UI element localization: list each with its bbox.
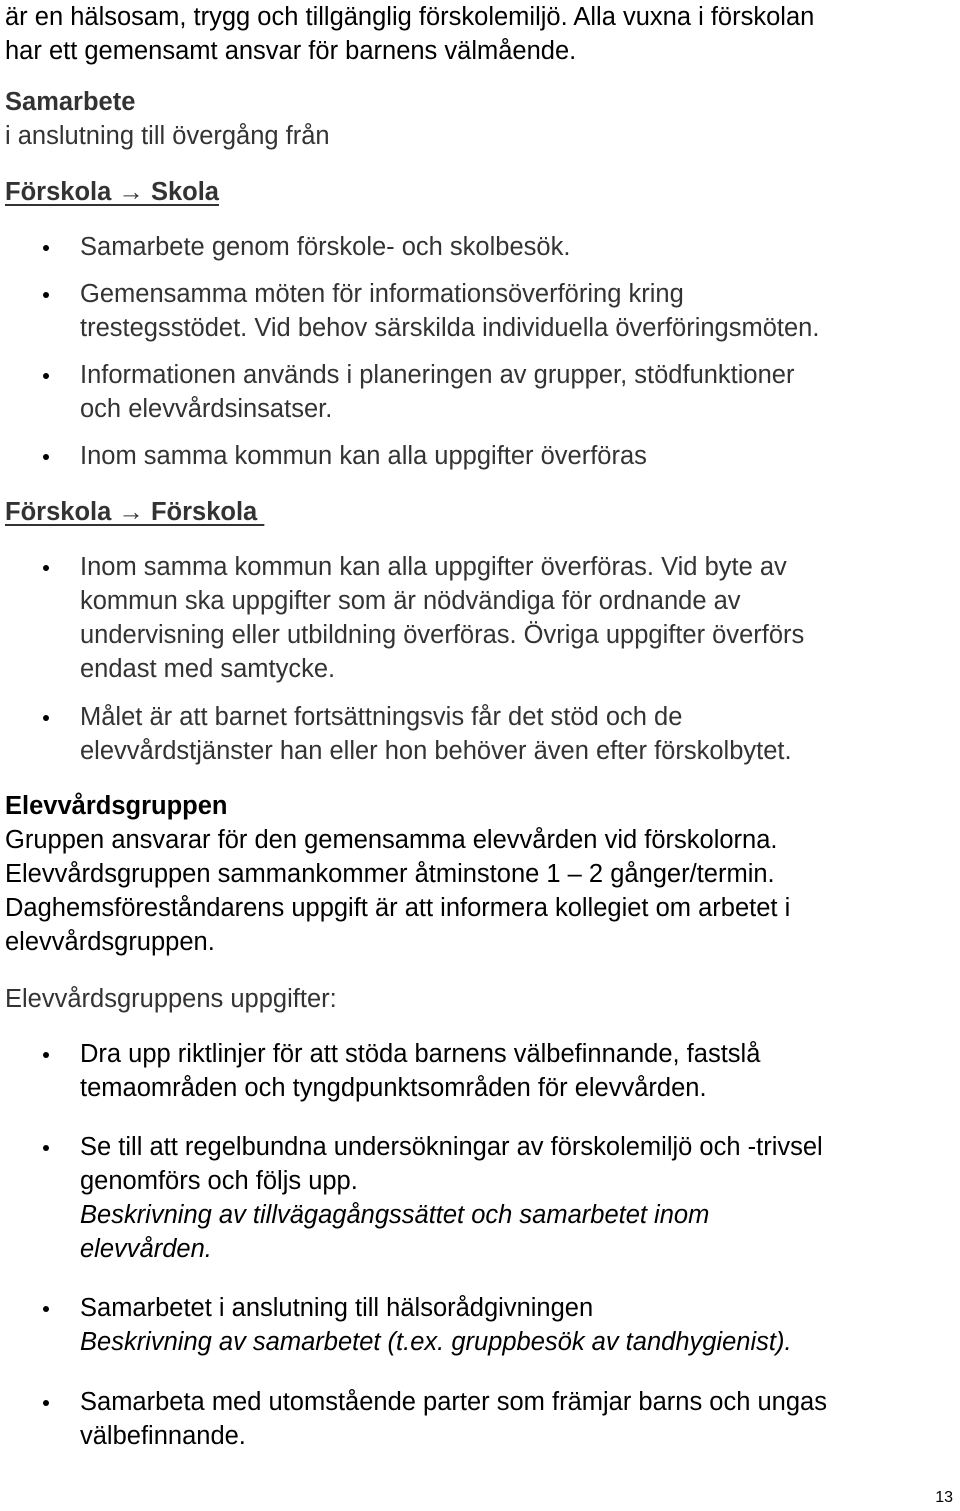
tasks-heading-block <box>5 982 952 1016</box>
bullet-icon <box>43 715 49 721</box>
list-item-text: Samarbetet i anslutning till hälsorådgivningen <box>80 1294 594 1322</box>
list-item-description: elevvården. <box>80 1235 212 1263</box>
intro-paragraph <box>5 0 952 68</box>
list-item-text: Inom samma kommun kan alla uppgifter överföras <box>80 442 647 470</box>
list-item-text: trestegsstödet. Vid behov särskilda individuella överföringsmöten. <box>80 314 820 342</box>
list-item-text: Målet är att barnet fortsättningsvis får det stöd och de <box>80 703 683 731</box>
page-number: 13 <box>935 1489 953 1506</box>
list-item-text: temaområden och tyngdpunktsområden för elevvården. <box>80 1074 707 1102</box>
bullet-icon <box>43 292 49 298</box>
bullet-icon <box>43 454 49 460</box>
forskola-skola-heading <box>5 175 952 209</box>
list-item-text: Dra upp riktlinjer för att stöda barnens välbefinnande, fastslå <box>80 1040 761 1068</box>
paragraph-line: Daghemsföreståndarens uppgift är att informera kollegiet om arbetet i <box>5 894 791 922</box>
paragraph-line: Elevvårdsgruppen sammankommer åtminstone 1 – 2 gånger/termin. <box>5 860 775 888</box>
samarbete-section <box>5 85 952 153</box>
section-heading: Samarbete <box>5 88 136 116</box>
list-item-text: Samarbete genom förskole- och skolbesök. <box>80 233 571 261</box>
subsection-heading: Förskola → Skola <box>5 178 219 206</box>
bullet-icon <box>43 1306 49 1312</box>
list-item-text: genomförs och följs upp. <box>80 1167 358 1195</box>
bullet-icon <box>43 1400 49 1406</box>
list-item-text: Gemensamma möten för informationsöverföring kring <box>80 280 684 308</box>
intro-line: är en hälsosam, trygg och tillgänglig förskolemiljö. Alla vuxna i förskolan <box>5 3 815 31</box>
bullet-icon <box>43 373 49 379</box>
elevvardsgruppen-section <box>5 789 952 959</box>
bullet-icon <box>43 1052 49 1058</box>
list-item-text: välbefinnande. <box>80 1422 246 1450</box>
list-item-text: Inom samma kommun kan alla uppgifter överföras. Vid byte av <box>80 553 787 581</box>
bullet-icon <box>43 1145 49 1151</box>
list-item-text: Se till att regelbundna undersökningar av förskolemiljö och -trivsel <box>80 1133 823 1161</box>
list-item-description: Beskrivning av samarbetet (t.ex. gruppbesök av tandhygienist). <box>80 1328 792 1356</box>
section-heading: Elevvårdsgruppen <box>5 792 228 820</box>
list-item-text: kommun ska uppgifter som är nödvändiga för ordnande av <box>80 587 741 615</box>
list-item-text: undervisning eller utbildning överföras. Övriga uppgifter överförs <box>80 621 805 649</box>
list-item-description: Beskrivning av tillvägagångssättet och samarbetet inom <box>80 1201 710 1229</box>
paragraph-line: elevvårdsgruppen. <box>5 928 215 956</box>
intro-line: har ett gemensamt ansvar för barnens välmående. <box>5 37 577 65</box>
list-item-text: elevvårdstjänster han eller hon behöver även efter förskolbytet. <box>80 737 792 765</box>
bullet-icon <box>43 245 49 251</box>
tasks-heading: Elevvårdsgruppens uppgifter: <box>5 985 337 1013</box>
forskola-forskola-heading <box>5 495 952 529</box>
bullet-icon <box>43 565 49 571</box>
list-item-text: Samarbeta med utomstående parter som främjar barns och ungas <box>80 1388 827 1416</box>
subsection-heading: Förskola → Förskola <box>5 498 265 526</box>
section-subheading: i anslutning till övergång från <box>5 122 330 150</box>
list-item-text: Informationen används i planeringen av grupper, stödfunktioner <box>80 361 795 389</box>
list-item-text: och elevvårdsinsatser. <box>80 395 333 423</box>
list-item-text: endast med samtycke. <box>80 655 336 683</box>
paragraph-line: Gruppen ansvarar för den gemensamma elevvården vid förskolorna. <box>5 826 778 854</box>
